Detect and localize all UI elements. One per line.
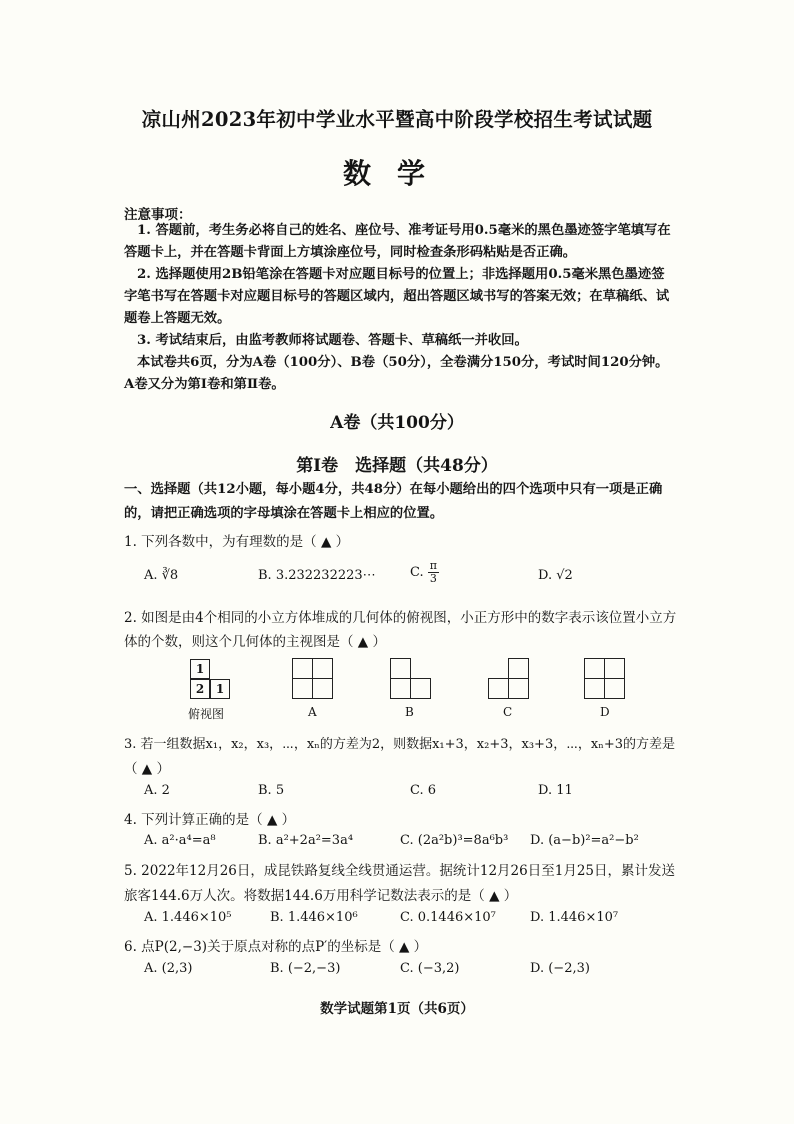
top-view-cell: 1: [210, 679, 230, 699]
section-1-heading: 第Ⅰ卷 选择题（共48分）: [296, 456, 498, 476]
notes-heading: 注意事项：: [124, 207, 192, 223]
q3-option-c: C. 6: [410, 783, 437, 798]
q3-option-d: D. 11: [538, 783, 573, 798]
q6-option-b: B. (−2,−3): [270, 961, 341, 976]
top-view-cell: 1: [190, 659, 210, 679]
q1-option-b: B. 3.232232223⋯: [258, 568, 376, 583]
q1-fraction-den: 3: [429, 572, 437, 585]
q2-label-b: B: [405, 705, 414, 719]
note-item: 3. 考试结束后，由监考教师将试题卷、答题卡、草稿纸一并收回。: [137, 333, 528, 348]
q6-option-a: A. (2,3): [144, 961, 193, 976]
subject-title: 数学: [342, 157, 451, 190]
q1-option-a: A. ∛8: [144, 568, 179, 583]
choice-instruction: 一、选择题（共12小题，每小题4分，共48分）在每小题给出的四个选项中只有一项是正确的，请把正确选项的字母填涂在答题卡上相应的位置。: [124, 482, 663, 521]
note-item: 1. 答题前，考生务必将自己的姓名、座位号、准考证号用0.5毫米的黑色墨迹签字笔填写在答题卡上，并在答题卡背面上方填涂座位号，同时检查条形码粘贴是否正确。: [124, 223, 671, 260]
bleed-through-text: [420, 150, 720, 151]
q1-fraction-num: π: [429, 559, 437, 572]
q6-stem: 6. 点P(2,−3)关于原点对称的点P′的坐标是（ ▲ ）: [124, 939, 428, 955]
q6-option-c: C. (−3,2): [400, 961, 460, 976]
q5-stem-line2: 旅客144.6万人次。将数据144.6万用科学记数法表示的是（ ▲ ）: [124, 888, 518, 904]
top-view-label: 俯视图: [188, 707, 225, 721]
note-item: 2. 选择题使用2B铅笔涂在答题卡对应题目标号的位置上；非选择题用0.5毫米黑色墨迹签字笔书写在答题卡对应题目标号的答题区域内，超出答题区域书写的答案无效；在草稿纸、试题卷上答题无效。: [124, 267, 670, 326]
q3-stem-2: （ ▲ ）: [124, 761, 170, 777]
top-view-figure: [190, 659, 240, 699]
q5-option-a: A. 1.446×10⁵: [144, 910, 232, 925]
top-view-cell: 2: [190, 679, 210, 699]
q2-label-d: D: [600, 705, 610, 719]
q4-option-c: C. (2a²b)³=8a⁶b³: [400, 833, 509, 848]
q2-stem-line2: 体的个数，则这个几何体的主视图是（ ▲ ）: [124, 634, 386, 650]
q1-option-d: D. √2: [538, 568, 573, 583]
q3-option-b: B. 5: [258, 783, 285, 798]
q6-option-d: D. (−2,3): [530, 961, 590, 976]
q3-option-a: A. 2: [144, 783, 170, 798]
q5-stem-line1: 5. 2022年12月26日，成昆铁路复线全线贯通运营。据统计12月26日至1月25日，累计发送: [124, 863, 676, 879]
q4-option-a: A. a²·a⁴=a⁸: [144, 833, 216, 848]
q5-option-b: B. 1.446×10⁶: [270, 910, 358, 925]
q2-stem-line1: 2. 如图是由4个相同的小立方体堆成的几何体的俯视图，小正方形中的数字表示该位置小立方: [124, 610, 677, 626]
exam-title: 凉山州2023年初中学业水平暨高中阶段学校招生考试试题: [141, 108, 653, 131]
q1-stem: 1. 下列各数中，为有理数的是（ ▲ ）: [124, 534, 350, 550]
q1-option-c: [410, 560, 439, 585]
q5-option-c: C. 0.1446×10⁷: [400, 910, 496, 925]
q4-option-d: D. (a−b)²=a²−b²: [530, 833, 639, 848]
q5-option-d: D. 1.446×10⁷: [530, 910, 619, 925]
notes-body: [124, 220, 672, 396]
q1-fraction: [428, 560, 439, 585]
q2-label-a: A: [308, 705, 317, 719]
q4-stem: 4. 下列计算正确的是（ ▲ ）: [124, 812, 296, 828]
q3-stem: 3. 若一组数据x₁，x₂，x₃，⋯，xₙ的方差为2，则数据x₁+3，x₂+3，x₃+3，⋯，xₙ+3的方差是: [124, 737, 676, 752]
note-item: 本试卷共6页，分为A卷（100分）、B卷（50分），全卷满分150分，考试时间120分钟。A卷又分为第Ⅰ卷和第Ⅱ卷。: [124, 355, 669, 392]
q2-label-c: C: [503, 705, 513, 719]
q1-option-c-prefix: C.: [410, 565, 424, 580]
q4-option-b: B. a²+2a²=3a⁴: [258, 833, 354, 848]
section-a-heading: A卷（共100分）: [330, 413, 464, 433]
page-footer: 数学试题第1页（共6页）: [320, 1001, 474, 1017]
